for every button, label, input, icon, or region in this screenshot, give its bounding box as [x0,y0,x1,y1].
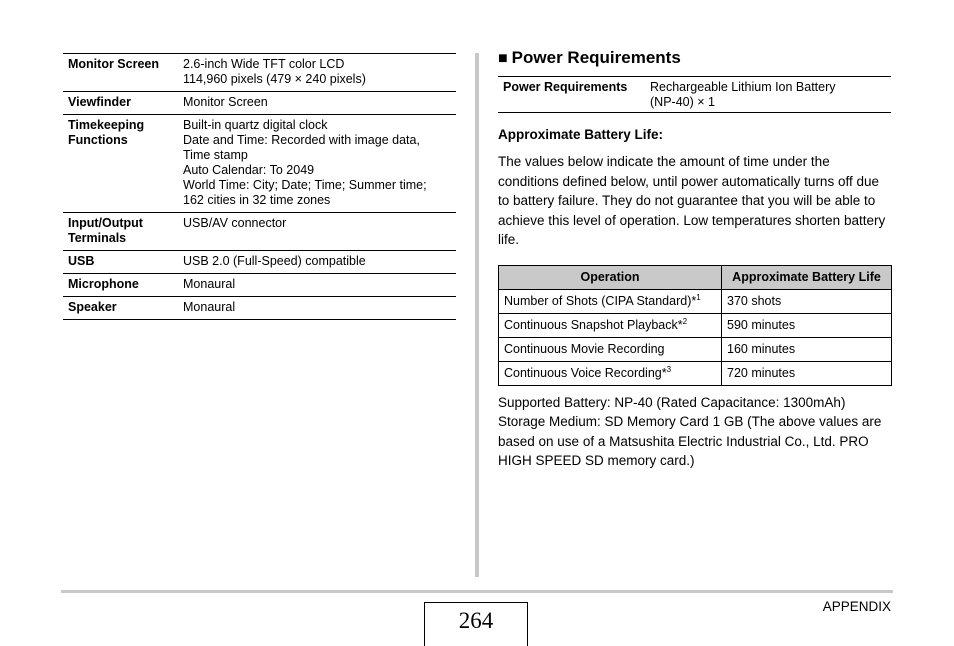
power-requirements-value [645,77,891,113]
power-requirements-label: Power Requirements [498,77,645,113]
spec-value-line: USB 2.0 (Full-Speed) compatible [183,254,366,268]
spec-value [178,274,456,297]
footnote-marker: 3 [666,364,672,374]
battery-life-table [498,265,892,386]
operation-cell [499,289,722,313]
battery-life-cell: 370 shots [722,289,892,313]
battery-life-cell: 720 minutes [722,361,892,385]
spec-value-line: Time stamp [183,148,248,162]
column-divider [475,53,479,577]
operation-cell [499,337,722,361]
specifications-table [63,53,456,320]
spec-value [178,251,456,274]
operation-text: Continuous Snapshot Playback* [504,317,683,332]
spec-value [178,115,456,213]
spec-value-line: 114,960 pixels (479 × 240 pixels) [183,72,366,86]
power-value-line: (NP-40) × 1 [650,95,715,109]
spec-label: Microphone [63,274,178,297]
supported-battery-text: Supported Battery: NP-40 (Rated Capacitance: 1300mAh) [498,394,846,410]
spec-value [178,54,456,92]
spec-value [178,92,456,115]
header-operation: Operation [499,265,722,289]
table-row [499,361,892,385]
table-row [499,289,892,313]
operation-cell [499,361,722,385]
spec-label: USB [63,251,178,274]
power-value-line: Rechargeable Lithium Ion Battery [650,80,836,94]
spec-value-line: Monaural [183,277,236,291]
spec-label: Timekeeping Functions [63,115,178,213]
spec-row [63,274,456,297]
operation-text: Continuous Voice Recording* [504,365,667,380]
spec-value-line: Auto Calendar: To 2049 [183,163,315,177]
footnote-marker: 1 [696,292,701,302]
operation-text: Number of Shots (CIPA Standard)* [504,293,697,308]
footnote-marker: 2 [682,316,688,326]
spec-label: Speaker [63,297,178,320]
operation-cell [499,313,722,337]
spec-label: Input/Output Terminals [63,213,178,251]
spec-value-line: 2.6-inch Wide TFT color LCD [183,57,345,71]
table-row [499,337,892,361]
spec-label: Viewfinder [63,92,178,115]
battery-life-intro: The values below indicate the amount of time under the conditions defined below, until power automatically turns off due to battery failure. They do not guarantee that you will be able to achieve this level of operation. Low temperatures shorten battery life. [498,154,886,247]
power-requirements-section [498,47,891,471]
spec-value-line: Date and Time: Recorded with image data, [183,133,420,147]
battery-life-heading: Approximate Battery Life: [498,127,664,142]
spec-value-line: Monitor Screen [183,95,268,109]
battery-notes [498,393,891,471]
storage-medium-text: Storage Medium: SD Memory Card 1 GB (The above values are based on use of a Matsushita Electric Industrial Co., Ltd. PRO HIGH SPEED SD memory card.) [498,414,882,468]
spec-row [63,92,456,115]
spec-value-line: World Time: City; Date; Time; Summer time; [183,178,427,192]
table-row [499,313,892,337]
section-heading-text: Power Requirements [511,48,681,67]
spec-value-line: USB/AV connector [183,216,287,230]
spec-label: Monitor Screen [63,54,178,92]
header-battery-life: Approximate Battery Life [722,265,892,289]
spec-value-line: 162 cities in 32 time zones [183,193,331,207]
spec-value [178,213,456,251]
battery-life-cell: 590 minutes [722,313,892,337]
section-label: APPENDIX [822,599,891,614]
spec-row [63,213,456,251]
square-bullet-icon: ■ [498,50,508,67]
spec-row [63,297,456,320]
operation-text: Continuous Movie Recording [504,341,665,356]
spec-row [63,115,456,213]
spec-row [63,54,456,92]
battery-life-cell: 160 minutes [722,337,892,361]
spec-row [63,251,456,274]
spec-value-line: Monaural [183,300,236,314]
page-number: 264 [424,602,528,646]
footer-rule [61,590,893,593]
power-requirements-table [498,76,891,113]
spec-value-line: Built-in quartz digital clock [183,118,328,132]
spec-value [178,297,456,320]
section-heading [498,47,891,69]
